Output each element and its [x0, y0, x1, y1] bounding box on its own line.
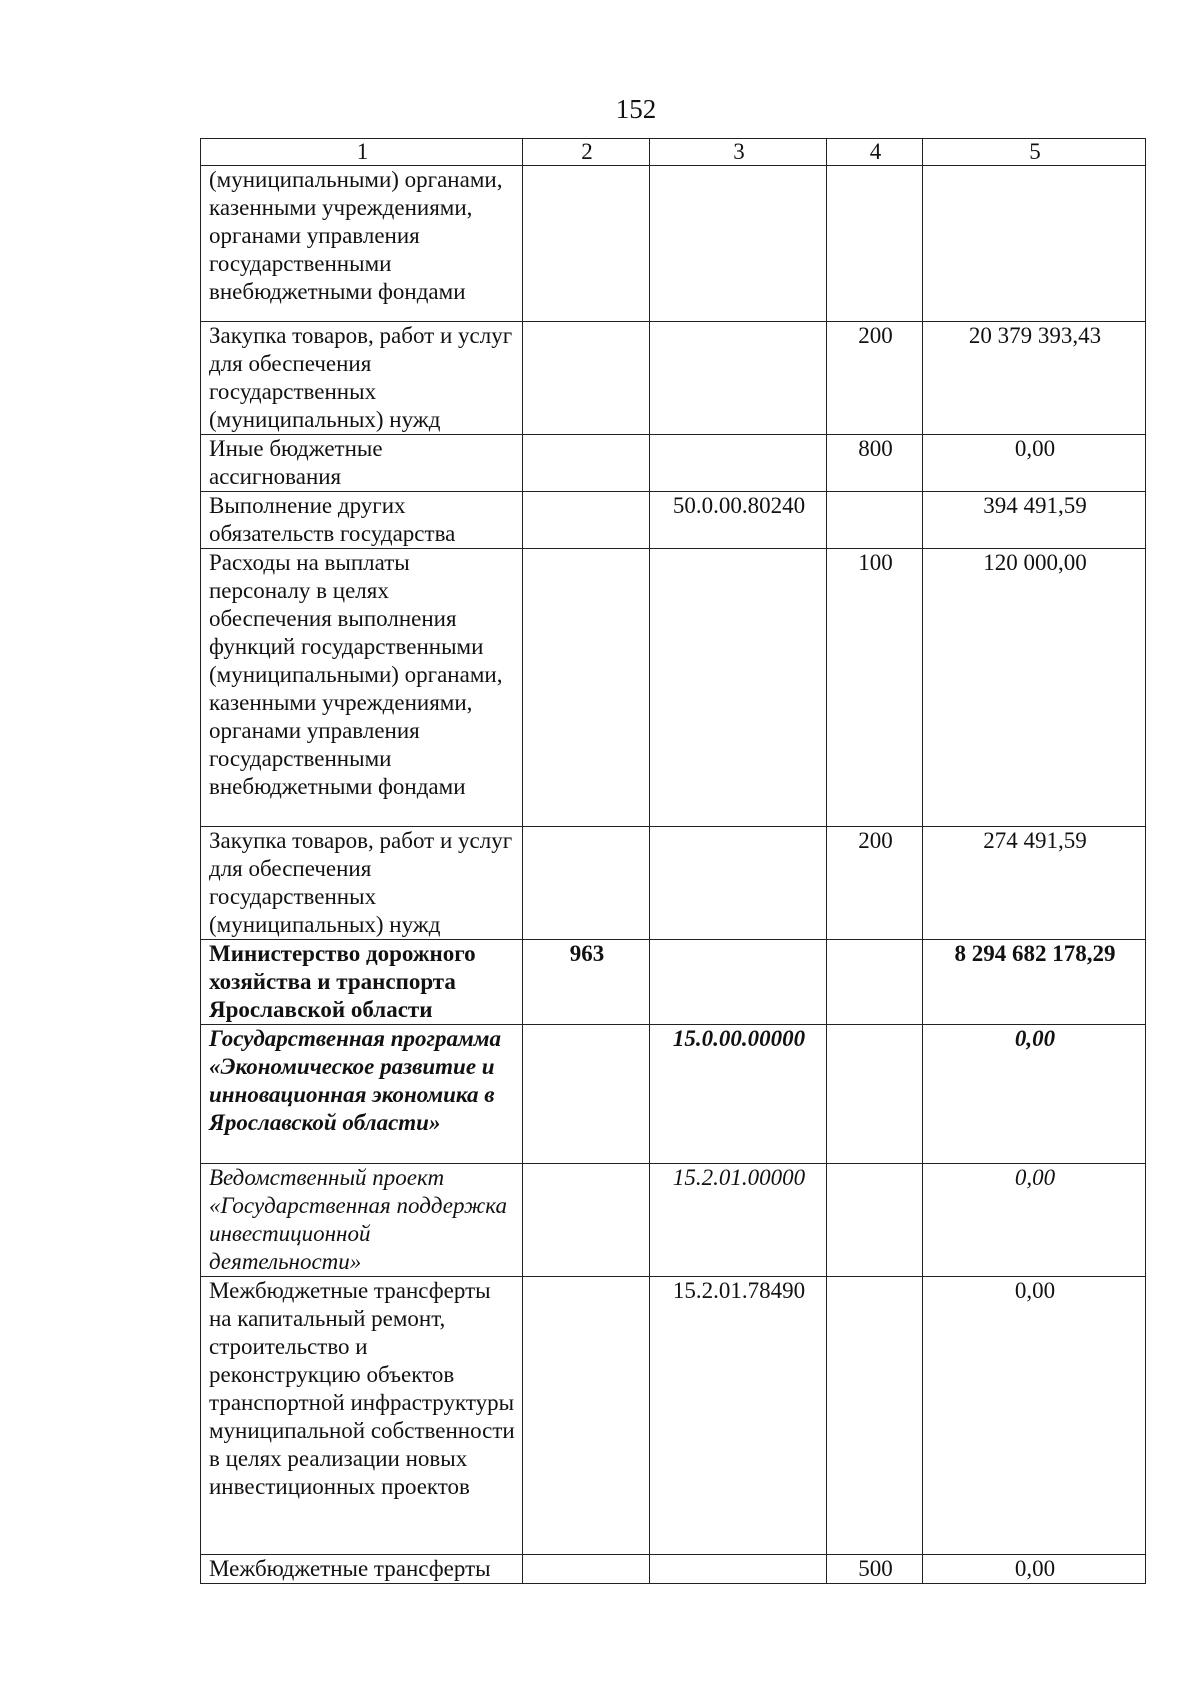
row-target-article — [650, 435, 827, 492]
row-target-article: 50.0.00.80240 — [650, 492, 827, 549]
row-expense-type: 800 — [827, 435, 923, 492]
table-row — [201, 166, 1146, 322]
table-row — [201, 435, 1146, 492]
row-chapter-code — [523, 1555, 650, 1584]
table-row — [201, 492, 1146, 549]
row-target-article — [650, 322, 827, 435]
row-amount: 8 294 682 178,29 — [923, 940, 1146, 1025]
row-target-article — [650, 549, 827, 827]
row-target-article: 15.2.01.78490 — [650, 1277, 827, 1555]
row-chapter-code — [523, 549, 650, 827]
column-header: 5 — [923, 139, 1146, 166]
table-row — [201, 322, 1146, 435]
row-description: Закупка товаров, работ и услуг для обеспечения государственных (муниципальных) нужд — [201, 322, 523, 435]
budget-table — [200, 138, 1146, 1584]
row-expense-type — [827, 166, 923, 322]
row-chapter-code — [523, 435, 650, 492]
row-expense-type — [827, 1164, 923, 1277]
row-chapter-code — [523, 827, 650, 940]
row-expense-type — [827, 1277, 923, 1555]
row-description: Расходы на выплаты персоналу в целях обеспечения выполнения функций государственными (муниципальными) органами, казенными учреждениями, органами управления государственными внебюджетными фондами — [201, 549, 523, 827]
row-description: Министерство дорожного хозяйства и транспорта Ярославской области — [201, 940, 523, 1025]
row-amount: 274 491,59 — [923, 827, 1146, 940]
row-expense-type — [827, 492, 923, 549]
row-amount: 0,00 — [923, 1025, 1146, 1164]
row-chapter-code — [523, 1025, 650, 1164]
row-target-article: 15.2.01.00000 — [650, 1164, 827, 1277]
row-description: Ведомственный проект «Государственная поддержка инвестиционной деятельности» — [201, 1164, 523, 1277]
row-expense-type: 200 — [827, 322, 923, 435]
row-amount: 120 000,00 — [923, 549, 1146, 827]
table-row — [201, 1025, 1146, 1164]
row-amount: 0,00 — [923, 1555, 1146, 1584]
row-description: Закупка товаров, работ и услуг для обеспечения государственных (муниципальных) нужд — [201, 827, 523, 940]
row-amount: 0,00 — [923, 1164, 1146, 1277]
row-target-article — [650, 166, 827, 322]
row-expense-type: 100 — [827, 549, 923, 827]
row-expense-type: 200 — [827, 827, 923, 940]
row-amount: 394 491,59 — [923, 492, 1146, 549]
table-row — [201, 1164, 1146, 1277]
row-chapter-code — [523, 166, 650, 322]
row-description: Выполнение других обязательств государства — [201, 492, 523, 549]
row-amount — [923, 166, 1146, 322]
row-chapter-code — [523, 1277, 650, 1555]
page-number: 152 — [615, 94, 657, 124]
table-row — [201, 827, 1146, 940]
row-chapter-code — [523, 1164, 650, 1277]
row-target-article — [650, 940, 827, 1025]
row-amount: 0,00 — [923, 1277, 1146, 1555]
column-header: 2 — [523, 139, 650, 166]
table-row — [201, 549, 1146, 827]
row-amount: 0,00 — [923, 435, 1146, 492]
row-target-article — [650, 1555, 827, 1584]
row-target-article: 15.0.00.00000 — [650, 1025, 827, 1164]
row-chapter-code: 963 — [523, 940, 650, 1025]
row-description: (муниципальными) органами, казенными учреждениями, органами управления государственными внебюджетными фондами — [201, 166, 523, 322]
row-target-article — [650, 827, 827, 940]
table-header-row — [201, 139, 1146, 166]
column-header: 3 — [650, 139, 827, 166]
row-description: Государственная программа «Экономическое развитие и инновационная экономика в Ярославской области» — [201, 1025, 523, 1164]
column-header: 1 — [201, 139, 523, 166]
row-chapter-code — [523, 492, 650, 549]
table-row — [201, 940, 1146, 1025]
row-expense-type — [827, 940, 923, 1025]
table-row — [201, 1555, 1146, 1584]
row-description: Межбюджетные трансферты на капитальный ремонт, строительство и реконструкцию объектов транспортной инфраструктуры муниципальной собственности в целях реализации новых инвестиционных проектов — [201, 1277, 523, 1555]
row-description: Иные бюджетные ассигнования — [201, 435, 523, 492]
row-chapter-code — [523, 322, 650, 435]
row-amount: 20 379 393,43 — [923, 322, 1146, 435]
row-expense-type: 500 — [827, 1555, 923, 1584]
row-description: Межбюджетные трансферты — [201, 1555, 523, 1584]
row-expense-type — [827, 1025, 923, 1164]
table-row — [201, 1277, 1146, 1555]
column-header: 4 — [827, 139, 923, 166]
